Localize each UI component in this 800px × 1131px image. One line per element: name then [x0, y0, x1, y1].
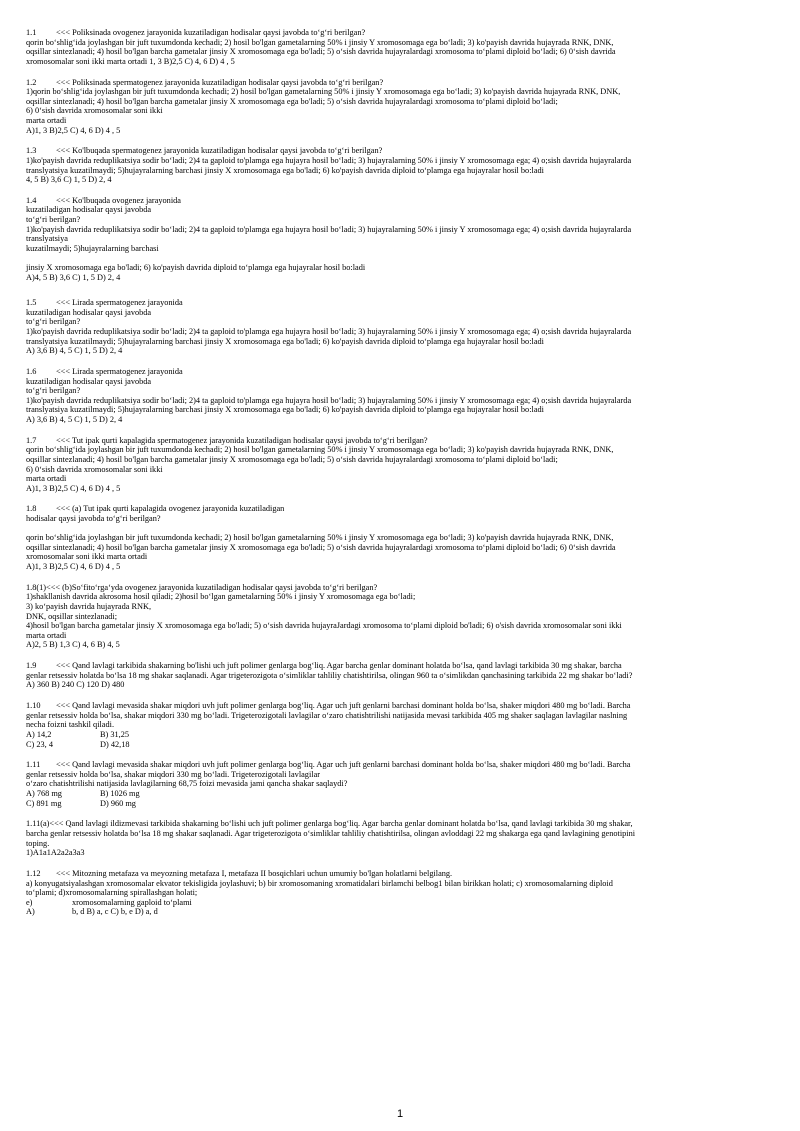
question-number: 1.6 [26, 366, 37, 376]
question-line: translyatsiya kuzatilmaydi; 5)hujayralarning barchasi jinsiy X xromosomaga ega bo'ladi; 6) ko'payish davrida diploid to‘plamga ega hujayralar hosil bo:ladi [26, 405, 544, 415]
question-block [26, 760, 774, 808]
question-line: kuzatiladigan hodisalar qaysi javobda [26, 376, 152, 386]
question-block [26, 298, 774, 356]
blank-line [26, 253, 774, 263]
question-header [26, 28, 774, 38]
question-number: 1.2 [26, 77, 37, 87]
question-block [26, 869, 774, 917]
question-text: 1.8(1)<<< (b)So‘fito‘rga‘yda ovogenez jarayonida kuzatiladigan hodisalar qaysi javobda to‘g‘ri berilgan? [26, 582, 378, 592]
question-line: translyatsiya kuzatilmaydi; 5)hujayralarning barchasi jinsiy X xromosomaga ega bo'ladi; 6) ko'payish davrida diploid to‘plamga ega hujayralar hosil bo:ladi [26, 165, 544, 175]
answer-options-row [26, 740, 774, 750]
question-line: translyatsiya [26, 234, 68, 244]
answer-tail-row [26, 907, 774, 917]
question-block [26, 661, 774, 690]
question-text: 1.11(a)<<< Qand lavlagi ildizmevasi tarkibida shakarning bo‘lishi uch juft polimer genlarga bog‘liq. Agar barcha genlar dominant holatda bo‘lsa, qand lavlagi tarkibida 30 mg shakar, [26, 819, 633, 829]
question-line: marta ortadi [26, 630, 67, 640]
question-header [26, 819, 774, 829]
question-line: kuzatiladigan hodisalar qaysi javobda [26, 205, 152, 215]
question-line: qorin bo‘shlig‘ida joylashgan bir juft tuxumdonda kechadi; 2) hosil bo'lgan gametalarning 50% i jinsiy Y xromosomaga ega bo‘ladi; 3) ko'payish davrida hujayrada RNK, DNK, [26, 445, 614, 455]
question-line: 1)ko'payish davrida reduplikatsiya sodir bo‘ladi; 2)4 ta gaploid to'plamga ega hujayra hosil bo‘ladi; 3) hujayralarning 50% i jinsiy Y xromosomaga ega; 4) o;sish davrida hujayralarda [26, 395, 632, 405]
question-header [26, 661, 774, 671]
question-text: <<< Poliksinada ovogenez jarayonida kuzatiladigan hodisalar qaysi javobda to‘g‘ri berilgan? [56, 28, 366, 37]
question-number: 1.7 [26, 435, 37, 445]
question-header [26, 760, 774, 770]
option-letter: e) [26, 897, 33, 907]
question-line: A)1, 3 B)2,5 C) 4, 6 D) 4 , 5 [26, 483, 121, 493]
question-line: A) 3,6 B) 4, 5 C) 1, 5 D) 2, 4 [26, 346, 123, 356]
question-number: 1.5 [26, 298, 37, 308]
question-line: 4, 5 B) 3,6 C) 1, 5 D) 2, 4 [26, 175, 112, 185]
question-number: 1.11 [26, 760, 41, 770]
question-line: to‘g‘ri berilgan? [26, 215, 81, 225]
question-block [26, 819, 774, 857]
question-block [26, 28, 774, 66]
option-letter: A) [26, 907, 35, 917]
question-line: kuzatiladigan hodisalar qaysi javobda [26, 307, 152, 317]
question-line: xromosomalar soni ikki marta ortadi 1, 3 B)2,5 C) 4, 6 D) 4 , 5 [26, 56, 235, 66]
question-line: A)2, 5 B) 1,3 C) 4, 6 B) 4, 5 [26, 640, 120, 650]
question-text: <<< Ko'lbuqada spermatogenez jarayonida kuzatiladigan hodisalar qaysi javobda to‘g‘ri berilgan? [56, 146, 383, 156]
question-line: a) konyugatsiyalashgan xromosomalar ekvator tekisligida joylashuvi; b) bir xromosomaning xromatidalari birlamchi belbog1 bilan birikkan holati; c) xromosomalarning diploid [26, 878, 613, 888]
answer-option: C) 891 mg [26, 798, 62, 808]
question-text: <<< Qand lavlagi tarkibida shakarning bo'lishi uch juft polimer genlarga bog‘liq. Agar barcha genlar dominant holatda bo‘lsa, qand lavlagi tarkibida 30 mg shakar, barcha [56, 661, 622, 671]
question-text: <<< (a) Tut ipak qurti kapalagida ovogenez jarayonida kuzatiladigan [56, 504, 285, 514]
answer-options-row [26, 789, 774, 799]
question-block [26, 701, 774, 749]
question-header [26, 869, 774, 879]
question-text: <<< Poliksinada spermatogenez jarayonida kuzatiladigan hodisalar qaysi javobda to‘g‘ri berilgan? [56, 77, 384, 87]
question-line: oqsillar sintezlanadi; 4) hosil bo'lgan barcha gametalar jinsiy X xromosomaga ega bo'ladi; 5) o‘sish davrida hujayralardagi xromosoma to‘plami diploid bo‘ladi; [26, 454, 558, 464]
question-line: to‘g‘ri berilgan? [26, 386, 81, 396]
question-number: 1.1 [26, 28, 37, 37]
question-line: DNK, oqsillar sintezlanadi; [26, 611, 118, 621]
answer-tail-row [26, 898, 774, 908]
question-line: genlar retsessiv holda bo‘lsa, shakar miqdori 330 mg bo‘ladi. Trigeterozigotali lavlagilar o‘zaro chatishtrilishi natijasida mevasi tarkibida 405 mg shaker saqlagan lavlagilar naslning [26, 710, 628, 720]
question-line: qorin bo‘shlig‘ida joylashgan bir juft tuxumdonda kechadi; 2) hosil bo'lgan gametalarning 50% i jinsiy Y xromosomaga ega bo‘ladi; 3) ko'payish davrida hujayrada RNK, DNK, [26, 533, 614, 543]
question-header [26, 298, 774, 308]
question-block [26, 146, 774, 184]
question-number: 1.3 [26, 146, 37, 156]
question-block [26, 504, 774, 571]
question-line: kuzatilmaydi; 5)hujayralarning barchasi [26, 243, 159, 253]
question-block [26, 436, 774, 494]
question-header [26, 701, 774, 711]
question-line: qorin bo‘shlig‘ida joylashgan bir juft tuxumdonda kechadi; 2) hosil bo'lgan gametalarning 50% i jinsiy Y xromosomaga ega bo‘ladi; 3) ko'payish davrida hujayrada RNK, DNK, [26, 37, 614, 47]
question-line: 1)ko'payish davrida reduplikatsiya sodir bo‘ladi; 2)4 ta gaploid to'plamga ega hujayra hosil bo‘ladi; 3) hujayralarning 50% i jinsiy Y xromosomaga ega; 4) o;sish davrida hujayralarda [26, 327, 632, 336]
question-header [26, 367, 774, 377]
question-number: 1.9 [26, 661, 37, 671]
question-line: xromosomalar soni ikki marta ortadi [26, 552, 148, 562]
question-number: 1.8 [26, 504, 37, 514]
answer-option: B) 31,25 [100, 729, 130, 739]
answer-option: D) 42,18 [100, 739, 130, 749]
question-number: 1.4 [26, 195, 37, 205]
question-line: hodisalar qaysi javobda to‘g‘ri berilgan? [26, 514, 161, 524]
question-text: <<< Lirada spermatogenez jarayonida [56, 298, 183, 308]
question-text: <<< Ko'lbuqada ovogenez jarayonida [56, 195, 181, 205]
question-line: oqsillar sintezlanadi; 4) hosil bo'lgan barcha gametalar jinsiy X xromosomaga ega bo'ladi; 5) o‘sish davrida hujayralardagi xromosoma to‘plami diploid bo‘ladi; 6) 0‘sish davrida [26, 542, 616, 552]
question-line: 6) 0‘sish davrida xromosomalar soni ikki [26, 464, 163, 474]
question-text: <<< Mitozning metafaza va meyozning metafaza I, metafaza II bosqichlari uchun umumiy bo'lgan holatlarni belgilang. [56, 869, 453, 878]
question-line: oqsillar sintezlanadi; 4) hosil bo'lgan barcha gametalar jinsiy X xromosomaga ega bo'ladi; 5) o‘sish davrida hujayralardagi xromosoma to‘plami diploid bo‘ladi; 6) 0‘sish davrida [26, 47, 616, 57]
question-text: <<< Qand lavlagi mevasida shakar miqdori uvh juft polimer genlarga bog‘liq. Agar uch juft genlarni barchasi dominant holda bo‘lsa, shaker miqdori 480 mg bo‘ladi. Barcha [56, 701, 631, 711]
answer-option: B) 1026 mg [100, 789, 140, 799]
question-line: genlar retsessiv holatda bo‘lsa 18 mg shakar saqlanadi. Agar trigeterozigota o‘simliklar tahliliy chatishtirilsa, olingan 960 ta o‘simlikdan qanchasining tarkibida 22 mg shakar bo‘ladi? [26, 670, 633, 680]
question-block [26, 583, 774, 650]
question-text: <<< Lirada spermatogenez jarayonida [56, 366, 183, 376]
question-line: oqsillar sintezlanadi; 4) hosil bo'lgan barcha gametalar jinsiy X xromosomaga ega bo'ladi; 5) o‘sish davrida hujayralardagi xromosoma to‘plami diploid bo‘ladi; [26, 96, 558, 106]
question-line: toping. [26, 838, 50, 848]
question-line: o‘zaro chatishtrilishi natijasida lavlagilarning 68,75 foizi mevasida jami qancha shakar saqlaydi? [26, 779, 348, 789]
option-text: b, d B) a, c C) b, e D) a, d [72, 907, 158, 917]
question-header [26, 583, 774, 593]
question-line: A)4, 5 B) 3,6 C) 1, 5 D) 2, 4 [26, 272, 121, 282]
question-text: <<< Tut ipak qurti kapalagida spermatogenez jarayonida kuzatiladigan hodisalar qaysi javobda to‘g‘ri berilgan? [56, 435, 428, 445]
question-text: <<< Qand lavlagi mevasida shakar miqdori uvh juft polimer genlarga bog‘liq. Agar uch juft genlarni barchasi dominant holda bo‘lsa, shaker miqdori 480 mg bo‘ladi. Barcha [56, 760, 631, 770]
question-line: marta ortadi [26, 474, 67, 484]
answer-option: A) 768 mg [26, 789, 62, 799]
question-line: A) 360 B) 240 C) 120 D) 480 [26, 680, 125, 690]
question-line: to‘g‘ri berilgan? [26, 317, 81, 327]
question-number: 1.12 [26, 869, 41, 878]
question-line: A) 3,6 B) 4, 5 C) 1, 5 D) 2, 4 [26, 414, 123, 424]
blank-line [26, 524, 774, 534]
question-list [26, 28, 774, 928]
question-line: 1)shakllanish davrida akrosoma hosil qiladi; 2)hosil bo‘lgan gametalarning 50% i jinsiy Y xromosomaga ega bo‘ladi; [26, 592, 416, 602]
question-header [26, 504, 774, 514]
answer-options-row [26, 730, 774, 740]
question-block [26, 78, 774, 136]
page-number: 1 [396, 1108, 404, 1120]
question-line: A)1, 3 B)2,5 C) 4, 6 D) 4 , 5 [26, 562, 121, 572]
question-header [26, 78, 774, 88]
question-line: necha foizni tashkil qiladi. [26, 720, 115, 730]
question-line: 1)ko'payish davrida reduplikatsiya sodir bo‘ladi; 2)4 ta gaploid to'plamga ega hujayra hosil bo‘ladi; 3) hujayralarning 50% i jinsiy Y xromosomaga ega; 4) o;sish davrida hujayralarda [26, 155, 632, 165]
question-line: A)1, 3 B)2,5 C) 4, 6 D) 4 , 5 [26, 125, 121, 135]
question-line: 1)A1a1A2a2a3a3 [26, 848, 85, 858]
question-header [26, 436, 774, 446]
question-header [26, 146, 774, 156]
answer-option: D) 960 mg [100, 798, 136, 808]
question-line: genlar retsessiv holda bo‘lsa, shakar miqdori 330 mg bo‘ladi. Trigeterozigotali lavlagilar [26, 769, 321, 779]
answer-options-row [26, 799, 774, 809]
answer-option: A) 14,2 [26, 729, 52, 739]
question-line: 1)qorin bo‘shlig‘ida joylashgan bir juft tuxumdonda kechadi; 2) hosil bo'lgan gametalarning 50% i jinsiy Y xromosomaga ega bo‘ladi; 3) ko'payish davrida hujayrada RNK, DNK, [26, 87, 621, 97]
question-line: 1)ko'payish davrida reduplikatsiya sodir bo‘ladi; 2)4 ta gaploid to'plamga ega hujayra hosil bo‘ladi; 3) hujayralarning 50% i jinsiy Y xromosomaga ega; 4) o;sish davrida hujayralarda [26, 224, 632, 234]
question-line: marta ortadi [26, 115, 67, 125]
question-line: to‘plami; d)xromosomalarning spirallashgan holati; [26, 888, 198, 898]
question-block [26, 196, 774, 282]
question-line: 4)hosil bo'lgan barcha gametalar jinsiy X xromosomaga ega bo'ladi; 5) o‘sish davrida hujayraJardagi xromosoma to‘plami diploid bo'ladi; 6) o'sish davrida xromosomalar soni ikki [26, 621, 622, 631]
option-text: xromosomalarning gaploid to‘plami [72, 897, 192, 907]
question-line: translyatsiya kuzatilmaydi; 5)hujayralarning barchasi jinsiy X xromosomaga ega bo'ladi; 6) ko'payish davrida diploid to‘plamga ega hujayralar hosil bo:ladi [26, 336, 544, 346]
question-line: barcha genlar retsessiv holatda bo‘lsa 18 mg shakar saqlanadi. Agar trigeterozigota o‘simliklar tahliliy chatishtirilsa, olingan avloddagi 22 mg shakarga ega qand lavlagining genotipini [26, 829, 636, 839]
question-line: jinsiy X xromosomaga ega bo'ladi; 6) ko'payish davrida diploid to‘plamga ega hujayralar hosil bo:ladi [26, 263, 366, 273]
question-line: 6) 0‘sish davrida xromosomalar soni ikki [26, 106, 163, 116]
question-number: 1.10 [26, 701, 41, 711]
answer-option: C) 23, 4 [26, 739, 53, 749]
question-block [26, 367, 774, 425]
question-header [26, 196, 774, 206]
question-line: 3) ko‘payish davrida hujayrada RNK, [26, 602, 152, 611]
